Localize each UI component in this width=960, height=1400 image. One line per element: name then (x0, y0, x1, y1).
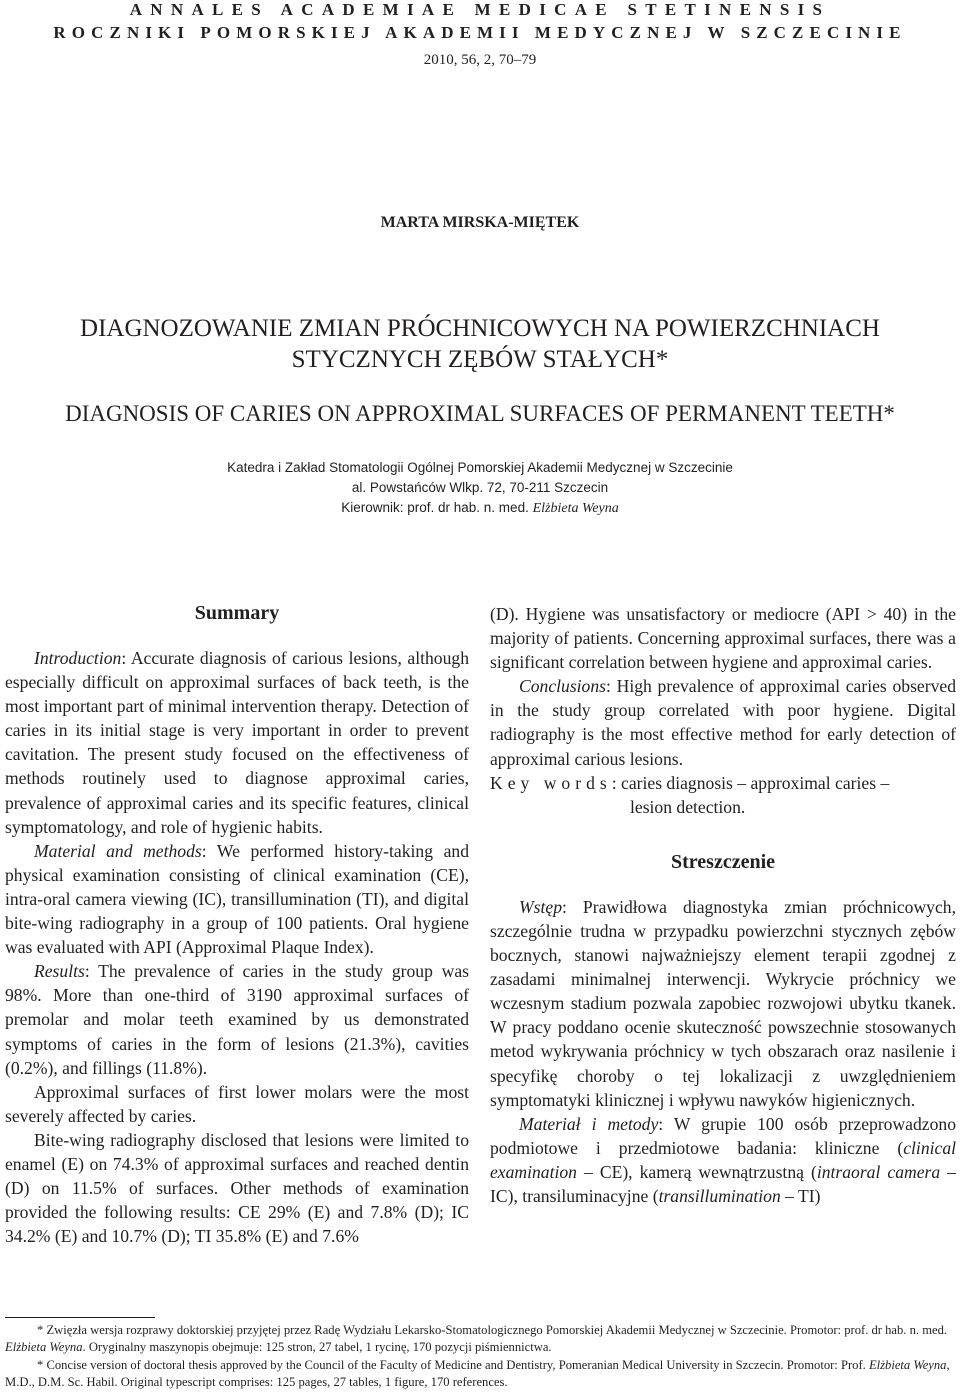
footnote-english-promotor-name: Elżbieta Weyna (868, 1357, 947, 1372)
footnote-english (5, 1357, 957, 1392)
affiliation-department: Katedra i Zakład Stomatologii Ogólnej Pomorskiej Akademii Medycznej w Szczecinie (227, 460, 733, 475)
summary-introduction (5, 646, 469, 839)
conclusions-label: Conclusions (519, 676, 606, 697)
footnote-polish (5, 1322, 957, 1357)
streszczenie-wstep (490, 895, 956, 1112)
methods-text: : We performed history-taking and physical examination consisting of clinical examination (CE), intra-oral camera viewing (IC), transillumination (TI), and digital bite-wing radiography in a group of 100 patients. Oral hygiene was evaluated with API (Approximal Plaque Index). (5, 840, 469, 958)
journal-polish-name: ROCZNIKI POMORSKIEJ AKADEMII MEDYCZNEJ W SZCZECINIE (53, 23, 907, 42)
summary-bitewing: Bite-wing radiography disclosed that lesions were limited to enamel (E) on 74.3% of approximal surfaces and reached dentin (D) on 11.5% of surfaces. Other methods of examination provided the following results: CE 29% (E) and 7.8% (D); IC 34.2% (E) and 10.7% (D); TI 35.8% (E) and 7.6% (5, 1129, 469, 1247)
title-polish-line-2: STYCZNYCH ZĘBÓW STAŁYCH* (291, 346, 669, 373)
summary-heading: Summary (194, 602, 280, 624)
summary-results (5, 959, 469, 1079)
results-text: : The prevalence of caries in the study group was 98%. More than one-third of 3190 approximal surfaces of premolar and molar teeth examined by us demonstrated symptoms of caries in the form of lesions (21.3%), cavities (0.2%), and fillings (11.8%). (5, 961, 469, 1078)
introduction-text: : Accurate diagnosis of carious lesions, although especially difficult on approximal surfaces of back teeth, is the most important part of minimal intervention therapy. Detection of caries in its initial stage is very important in order to prevent cavitation. The present study focused on the effectiveness of methods routinely used to diagnose approximal caries, prevalence of approximal caries and its specific features, clinical symptomatology, and role of hygienic habits. (5, 648, 469, 837)
affiliation-director (0, 500, 960, 517)
introduction-label: Introduction (34, 648, 122, 668)
footnote-polish-promotor-suffix: . Oryginalny maszynopis obejmuje: 125 stron, 27 tabel, 1 rycinę, 170 pozycji piśmiennictwa. (82, 1340, 552, 1355)
summary-continued: (D). Hygiene was unsatisfactory or mediocre (API > 40) in the majority of patients. Concerning approximal surfaces, there was a significant correlation between hygiene and approximal caries. (490, 604, 956, 673)
material-text-d: – TI) (780, 1185, 821, 1206)
director-name: Elżbieta Weyna (532, 501, 619, 516)
wstep-label: Wstęp (519, 896, 562, 917)
footnotes (5, 1322, 957, 1391)
summary-methods (5, 839, 469, 959)
wstep-text: : Prawidłowa diagnostyka zmian próchnicowych, szczególnie trudna w przypadku powierzchni stycznych zębów bocznych, stanowi najważniejszy element terapii zgodnej z zasadami minimalnej interwencji. Wykrycie próchnicy we wczesnym stadium pozwala zapobiec rozwojowi ubytku tkanek. W pracy poddano ocenie skuteczność powszechnie stosowanych metod wykrywania próchnicy w tych obszarach oraz nasilenie i specyfikę choroby o tej lokalizacji z uwzględnieniem symptomatyki klinicznej i wpływu nawyków higienicznych. (490, 896, 956, 1110)
keywords-line-1: caries diagnosis – approximal caries – (621, 772, 890, 793)
footnote-polish-promotor-prefix: Promotor: prof. dr hab. n. med. (789, 1323, 948, 1337)
material-italic-2: intraoral camera (816, 1161, 941, 1182)
streszczenie-heading: Streszczenie (670, 850, 776, 873)
title-english: DIAGNOSIS OF CARIES ON APPROXIMAL SURFACES OF PERMANENT TEETH* (65, 401, 895, 426)
footnote-english-promotor-prefix: Promotor: Prof. (786, 1357, 869, 1372)
material-text-b: – CE), kamerą wewnątrzustną ( (576, 1161, 817, 1182)
material-label: Materiał i metody (519, 1113, 659, 1134)
journal-latin-name: ANNALES ACADEMIAE MEDICAE STETINENSIS (129, 0, 831, 19)
summary-conclusions (490, 674, 956, 770)
author-name: MARTA MIRSKA-MIĘTEK (380, 214, 580, 231)
director-prefix: Kierownik: prof. dr hab. n. med. (341, 500, 533, 515)
footnote-english-main: * Concise version of doctoral thesis approved by the Council of the Faculty of Medicine and Dentistry, Pomeranian Medical University in Szczecin. (37, 1357, 784, 1372)
footnote-english-promotor-suffix: , M.D., D.M. Sc. Habil. Original typescript comprises: 125 pages, 27 tables, 1 figure, 170 references. (5, 1357, 950, 1389)
streszczenie-material (490, 1112, 956, 1208)
material-text-c: – IC), transiluminacyjne ( (490, 1161, 956, 1206)
material-italic-3: transillumination (658, 1185, 781, 1206)
keywords: Key words: caries diagnosis – approximal caries – lesion detection. (490, 771, 956, 819)
methods-label: Material and methods (34, 840, 202, 861)
footnote-divider (5, 1317, 155, 1318)
keywords-line-2: lesion detection. (630, 796, 746, 817)
footnote-polish-promotor-name: Elżbieta Weyna (5, 1340, 83, 1355)
right-column (490, 602, 956, 1208)
results-label: Results (34, 961, 85, 982)
title-polish-line-1: DIAGNOZOWANIE ZMIAN PRÓCHNICOWYCH NA POWIERZCHNIACH (80, 315, 880, 342)
conclusions-text: : High prevalence of approximal caries observed in the study group correlated with poor hygiene. Digital radiography is the most effective method for early detection of approximal carious lesions. (490, 676, 956, 769)
left-column (5, 598, 469, 1248)
material-text-a: : W grupie 100 osób przeprowadzono podmiotowe i przedmiotowe badania: kliniczne ( (490, 1113, 956, 1158)
material-italic-1: clinical examination (490, 1137, 956, 1182)
affiliation-address: al. Powstańców Wlkp. 72, 70-211 Szczecin (351, 480, 609, 495)
summary-molars: Approximal surfaces of first lower molars were the most severely affected by caries. (5, 1081, 469, 1126)
keywords-label: Key words (490, 772, 612, 793)
title-polish (0, 313, 960, 375)
journal-citation: 2010, 56, 2, 70–79 (423, 52, 537, 68)
footnote-polish-main: * Zwięzła wersja rozprawy doktorskiej przyjętej przez Radę Wydziału Lekarsko-Stomatologicznego Pomorskiej Akademii Medycznej w Szczecinie. (37, 1323, 787, 1337)
